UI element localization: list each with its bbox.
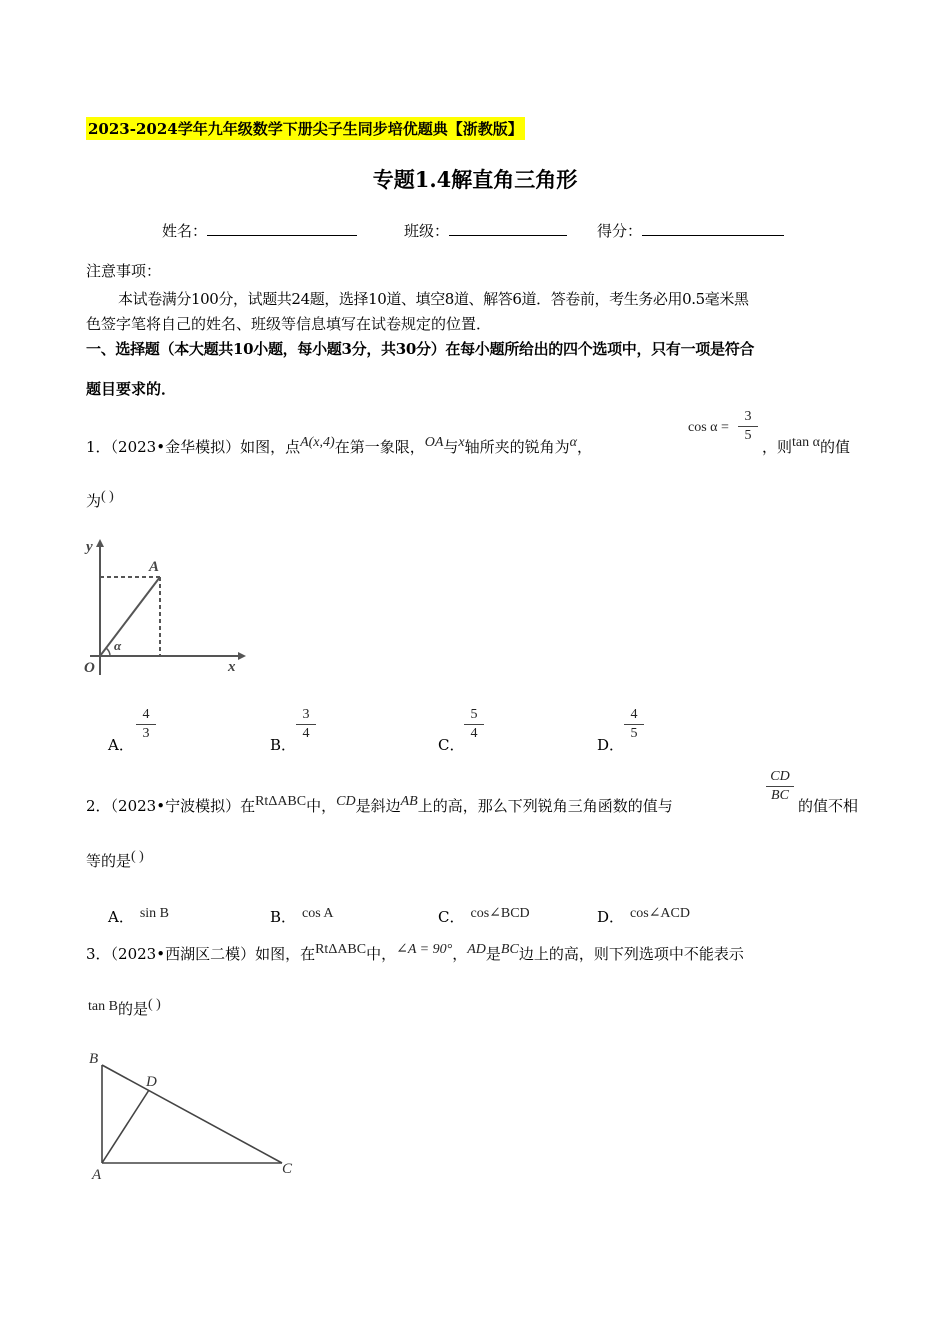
q2-option-a-expr: sin B <box>139 906 170 921</box>
q2-text-4: 上的高，那么下列锐角三角函数的值与 <box>417 797 673 815</box>
q3-answer-paren: ( ) <box>147 997 161 1012</box>
q1-text-7: 为 <box>86 492 102 510</box>
q1-option-d-label: D． <box>597 736 625 754</box>
q1-option-b-num: 3 <box>296 706 316 725</box>
q3-text-4: 是 <box>485 945 501 963</box>
x-axis-arrow-icon <box>238 652 246 660</box>
q1-stem-line-2 <box>86 490 114 511</box>
q1-cos-den: 5 <box>744 428 752 443</box>
q1-option-c-label: C． <box>438 736 465 754</box>
class-blank[interactable] <box>449 221 567 236</box>
q1-text-2: 在第一象限， <box>334 438 425 456</box>
q2-stem-tail: 的值不相 <box>798 797 859 815</box>
fig-x-label: x <box>228 659 236 675</box>
series-title: 2023-2024学年九年级数学下册尖子生同步培优题典【浙教版】 <box>86 117 525 140</box>
q3-stem-line-2 <box>88 998 161 1019</box>
q1-option-a-label: A． <box>108 736 134 754</box>
q2-option-c-expr: cos∠BCD <box>470 906 530 921</box>
q1-option-d-den: 5 <box>630 726 638 741</box>
notice-heading: 注意事项： <box>86 262 162 280</box>
q2-ab: AB <box>400 794 418 809</box>
score-blank[interactable] <box>642 221 784 236</box>
notice-line-2: 色签字笔将自己的姓名、班级等信息填写在试卷规定的位置． <box>86 315 492 333</box>
segment-ad <box>102 1090 149 1163</box>
q1-option-b-label: B． <box>270 736 297 754</box>
q2-option-c[interactable] <box>438 906 530 927</box>
q1-cos-num: 3 <box>738 408 758 427</box>
q2-frac-den: BC <box>771 788 789 803</box>
q3-rt: RtΔABC <box>315 942 367 957</box>
q1-option-d[interactable] <box>597 734 624 755</box>
q2-option-a[interactable] <box>108 906 169 927</box>
q1-point-a: A(x,4) <box>300 435 335 450</box>
q1-option-c-num: 5 <box>464 706 484 725</box>
q1-figure <box>82 535 252 685</box>
q3-ad: AD <box>467 942 486 957</box>
q3-number: 3． <box>86 945 111 963</box>
q2-number: 2． <box>86 797 111 815</box>
q1-answer-paren: ( ) <box>101 489 114 504</box>
section-heading-line-1: 一、选择题（本大题共10小题，每小题3分，共30分）在每小题所给出的四个选项中，只有一项是符合 <box>86 340 755 358</box>
q1-cos-lhs: cos α = <box>688 420 729 435</box>
q2-answer-paren: ( ) <box>131 849 144 864</box>
q1-stem <box>86 436 592 457</box>
q2-rt: RtΔABC <box>255 794 307 809</box>
notice-line-1: 本试卷满分100分，试题共24题，选择10道、填空8道、解答6道．答卷前，考生务必用0.5毫米黑 <box>118 290 749 308</box>
q3-bc: BC <box>500 942 519 957</box>
name-blank[interactable] <box>207 221 357 236</box>
q2-text-3: 是斜边 <box>355 797 401 815</box>
q3-angle: ∠A = 90° <box>396 942 453 957</box>
name-label: 姓名： <box>162 222 208 240</box>
q1-number: 1． <box>86 438 111 456</box>
fig-alpha-label: α <box>114 638 122 653</box>
q1-option-b-den: 4 <box>302 726 310 741</box>
q2-text-2: 中， <box>306 797 337 815</box>
q2-stem-line-2 <box>86 850 144 871</box>
q1-x: x <box>458 435 465 450</box>
q2-option-d[interactable] <box>597 906 690 927</box>
q1-option-a-num: 4 <box>136 706 156 725</box>
q1-option-c-den: 4 <box>470 726 478 741</box>
q1-comma: ， <box>576 438 592 456</box>
q2-source: （2023•宁波模拟） <box>110 797 241 815</box>
q2-cd: CD <box>336 794 356 809</box>
q3-text-1: 如图，在 <box>255 945 316 963</box>
q3-tan-b: tan B <box>88 999 118 1014</box>
q1-oa: OA <box>424 435 444 450</box>
fig-c-label: C <box>282 1161 293 1177</box>
q3-text-2: 中， <box>366 945 397 963</box>
score-field[interactable] <box>597 220 784 241</box>
fig-d-label: D <box>146 1074 157 1090</box>
q2-option-c-label: C． <box>438 908 465 926</box>
q3-text-6: 的是 <box>117 1000 148 1018</box>
q3-text-5: 边上的高，则下列选项中不能表示 <box>518 945 744 963</box>
q2-stem <box>86 795 673 816</box>
fig-b-label: B <box>89 1051 99 1067</box>
q1-source: （2023•金华模拟） <box>110 438 241 456</box>
q1-option-c-fraction <box>464 706 484 743</box>
segment-oa <box>100 577 160 656</box>
y-axis-arrow-icon <box>96 539 104 547</box>
q3-source: （2023•西湖区二模） <box>110 945 256 963</box>
q2-frac-num: CD <box>766 768 794 787</box>
q1-option-a-fraction <box>136 706 156 743</box>
section-heading-line-2: 题目要求的． <box>86 380 177 398</box>
q1-text-1: 如图，点 <box>240 438 301 456</box>
q1-option-b[interactable] <box>270 734 296 755</box>
angle-arc <box>106 648 110 656</box>
q2-text-1: 在 <box>240 797 256 815</box>
page-title: 专题1.4解直角三角形 <box>372 167 578 192</box>
q1-option-d-fraction <box>624 706 644 743</box>
q2-option-d-label: D． <box>597 908 625 926</box>
q1-alpha: α <box>569 435 577 450</box>
q2-option-b[interactable] <box>270 906 334 927</box>
q2-fraction <box>766 768 794 805</box>
q1-cos-fraction <box>738 408 758 445</box>
q1-option-a[interactable] <box>108 734 134 755</box>
class-label: 班级： <box>404 222 450 240</box>
q1-text-3: 与 <box>443 438 459 456</box>
q1-text-5: ，则 <box>762 438 793 456</box>
q3-figure <box>86 1045 306 1185</box>
class-field[interactable] <box>404 220 567 241</box>
segment-bc <box>102 1065 282 1163</box>
q2-text-6: 等的是 <box>86 852 132 870</box>
fig-o-label: O <box>84 660 95 676</box>
q1-text-4: 轴所夹的锐角为 <box>464 438 570 456</box>
q1-option-c[interactable] <box>438 734 464 755</box>
q1-tan: tan α <box>792 435 820 450</box>
q2-option-d-expr: cos∠ACD <box>630 906 690 921</box>
name-field[interactable] <box>162 220 357 241</box>
q1-option-a-den: 3 <box>142 726 150 741</box>
fig-y-label: y <box>86 539 93 555</box>
q1-option-b-fraction <box>296 706 316 743</box>
fig-a-label: A <box>92 1167 102 1183</box>
q1-option-d-num: 4 <box>624 706 644 725</box>
q1-stem-tail <box>762 436 850 457</box>
q2-option-a-label: A． <box>108 908 134 926</box>
q2-option-b-expr: cos A <box>302 906 334 921</box>
q1-text-6: 的值 <box>819 438 850 456</box>
q3-text-3: ， <box>452 945 468 963</box>
fig-a-label: A <box>149 559 160 575</box>
score-label: 得分： <box>597 222 643 240</box>
q3-stem <box>86 943 744 964</box>
q2-option-b-label: B． <box>270 908 297 926</box>
